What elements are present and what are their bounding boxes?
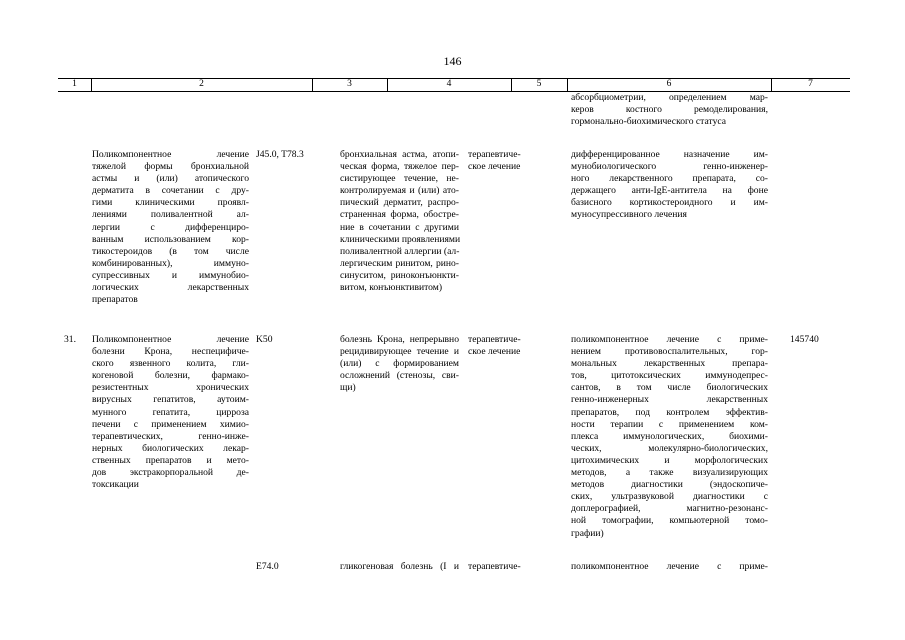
text-line: гликогеновая болезнь (I и xyxy=(340,561,459,572)
text-line: лергическим ринитом, рино- xyxy=(340,257,459,269)
text-line: лениями поливалентной ал- xyxy=(92,209,249,221)
icd-code-cell xyxy=(256,149,328,161)
text-line: болезнь Крона, непрерывно xyxy=(340,334,459,345)
text-line: ческих, молекулярно-биологических, xyxy=(571,442,768,454)
column-number-7: 7 xyxy=(808,79,813,89)
text-line: вирусных гепатитов, аутоим- xyxy=(92,394,249,406)
table-header xyxy=(58,78,850,92)
text-line: ного лекарственного препарата, со- xyxy=(571,173,768,185)
text-line: генно-инженерных лекарственных xyxy=(571,394,768,406)
text-line: держащего анти-IgE-антитела на фоне xyxy=(571,185,768,197)
diagnosis-model-cell xyxy=(340,561,459,573)
text-line: дерматита в сочетании с дру- xyxy=(92,185,249,197)
text-line: тов, цитотоксических иммунодепрес- xyxy=(571,370,768,382)
treatment-method-cell xyxy=(571,561,768,573)
text-line: препаратов, под контролем эффектив- xyxy=(571,406,768,418)
text-line: систирующее течение, не- xyxy=(340,173,459,185)
text-line: болезни Крона, неспецифиче- xyxy=(92,346,249,358)
text-line: базисного кортикостероидного и им- xyxy=(571,197,768,209)
text-line: методов диагностики (эндоскопиче- xyxy=(571,479,768,491)
text-line: витом, конъюнктивитом) xyxy=(340,282,443,294)
text-line: тикостероидов (в том числе xyxy=(92,245,249,257)
text-line: ной томографии, компьютерной томо- xyxy=(571,515,768,527)
column-number-3: 3 xyxy=(347,79,352,89)
text-line: абсорбциометрии, определением мар- xyxy=(571,92,768,103)
text-line: рецидивирующее течение и xyxy=(340,346,459,358)
text-line: ческая форма, тяжелое пер- xyxy=(340,161,459,173)
text-line: E74.0 xyxy=(256,561,279,572)
text-line: поливалентной аллергии (ал- xyxy=(340,245,460,257)
text-line: контролируемая и (или) ато- xyxy=(340,185,459,197)
treatment-type-cell xyxy=(468,334,566,358)
text-line: ское лечение xyxy=(468,346,521,358)
treatment-name-cell xyxy=(92,334,249,491)
treatment-method-cell xyxy=(571,149,768,222)
text-line: терапевтиче- xyxy=(468,149,521,160)
text-line: тяжелой формы бронхиальной xyxy=(92,161,249,173)
text-line: нением противовоспалительных, гор- xyxy=(571,346,768,358)
text-line: клиническими проявлениями xyxy=(340,233,461,245)
text-line: комбинированных), иммуно- xyxy=(92,257,249,269)
text-line: дов экстракорпоральной де- xyxy=(92,467,249,479)
text-line: ских, ультразвуковой диагностики с xyxy=(571,491,768,503)
treatment-type-cell xyxy=(468,561,566,573)
text-line: доплерографией, магнитно-резонанс- xyxy=(571,503,768,515)
text-line: щи) xyxy=(340,382,356,394)
text-line: ское лечение xyxy=(468,161,521,173)
column-number-6: 6 xyxy=(666,79,672,89)
text-line: сантов, в том числе биологических xyxy=(571,382,768,394)
row-number-cell xyxy=(64,334,90,346)
text-line: астмы и (или) атопического xyxy=(92,173,249,185)
diagnosis-model-cell xyxy=(340,334,459,394)
column-number-4: 4 xyxy=(446,79,452,89)
text-line: терапевтиче- xyxy=(468,561,521,572)
text-line: J45.0, T78.3 xyxy=(256,149,304,160)
text-line: графии) xyxy=(571,527,604,539)
text-line: (или) с формированием xyxy=(340,358,459,370)
text-line: Поликомпонентное лечение xyxy=(92,149,249,160)
text-line: терапевтических, генно-инже- xyxy=(92,430,249,442)
text-line: ванным использованием кор- xyxy=(92,233,249,245)
text-line: токсикации xyxy=(92,479,139,491)
text-line: лергии с дифференциро- xyxy=(92,221,249,233)
text-line: супрессивных и иммунобио- xyxy=(92,269,249,281)
text-line: 145740 xyxy=(790,334,819,345)
treatment-name-cell xyxy=(92,149,249,306)
text-line: ние в сочетании с другими xyxy=(340,221,459,233)
column-number-2: 2 xyxy=(199,79,204,89)
continuation-method-cell xyxy=(571,92,768,128)
page-number: 146 xyxy=(443,54,462,68)
text-line: гормонально-биохимического статуса xyxy=(571,116,727,128)
text-line: синуситом, риноконъюнкти- xyxy=(340,269,459,281)
text-line: пический дерматит, распро- xyxy=(340,197,459,209)
text-line: 31. xyxy=(64,334,76,345)
text-line: методов, а также визуализирующих xyxy=(571,467,768,479)
text-line: керов костного ремоделирования, xyxy=(571,104,768,116)
treatment-method-cell xyxy=(571,334,768,540)
text-line: мунного гепатита, цирроза xyxy=(92,406,249,418)
icd-code-cell xyxy=(256,561,328,573)
text-line: терапевтиче- xyxy=(468,334,521,345)
text-line: K50 xyxy=(256,334,273,345)
text-line: поликомпонентное лечение с приме- xyxy=(571,561,768,572)
text-line: муносупрессивного лечения xyxy=(571,209,687,221)
text-line: ственных препаратов и мето- xyxy=(92,454,249,466)
text-line: цитохимических и морфологических xyxy=(571,454,768,466)
text-line: поликомпонентное лечение с приме- xyxy=(571,334,768,345)
treatment-type-cell xyxy=(468,149,566,173)
text-line: осложнений (стенозы, сви- xyxy=(340,370,459,382)
text-line: мональных лекарственных препара- xyxy=(571,358,768,370)
cost-norm-cell xyxy=(790,334,850,346)
column-number-5: 5 xyxy=(536,79,542,89)
text-line: нерных биологических лекар- xyxy=(92,442,249,454)
text-line: мунобиологического генно-инженер- xyxy=(571,161,768,173)
text-line: ности терапии с применением ком- xyxy=(571,418,768,430)
text-line: печени с применением химио- xyxy=(92,418,249,430)
text-line: логических лекарственных xyxy=(92,282,249,294)
text-line: когеновой болезни, фармако- xyxy=(92,370,249,382)
text-line: резистентных хронических xyxy=(92,382,249,394)
text-line: дифференцированное назначение им- xyxy=(571,149,768,160)
icd-code-cell xyxy=(256,334,328,346)
text-line: гими клиническими проявл- xyxy=(92,197,249,209)
text-line: страненная форма, обостре- xyxy=(340,209,459,221)
text-line: ского язвенного колита, гли- xyxy=(92,358,249,370)
text-line: плекса иммунологических, биохими- xyxy=(571,430,768,442)
column-number-1: 1 xyxy=(72,79,77,89)
text-line: Поликомпонентное лечение xyxy=(92,334,249,345)
text-line: бронхиальная астма, атопи- xyxy=(340,149,459,160)
diagnosis-model-cell xyxy=(340,149,459,294)
text-line: препаратов xyxy=(92,294,138,306)
